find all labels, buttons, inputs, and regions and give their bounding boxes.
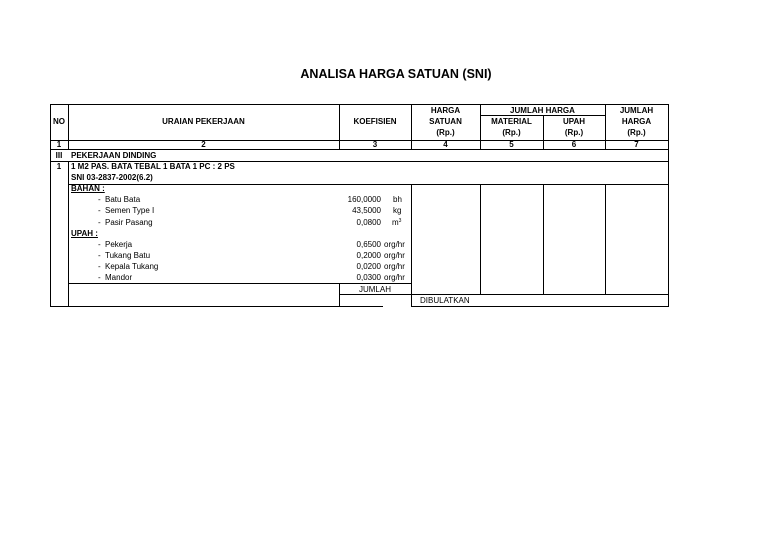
header-jumlah-harga: JUMLAH HARGA [510, 106, 575, 115]
column-number: 5 [509, 140, 514, 149]
row-name: Semen Type I [105, 206, 155, 215]
row-unit: org/hr [384, 262, 405, 271]
row-coef: 0,0200 [356, 262, 381, 271]
dibulatkan-label: DIBULATKAN [420, 296, 470, 305]
page-title: ANALISA HARGA SATUAN (SNI) [300, 67, 492, 81]
row-bullet: - [98, 206, 101, 215]
column-number: 2 [201, 140, 206, 149]
item-reference: SNI 03-2837-2002(6.2) [71, 173, 153, 182]
row-unit: $m^3$ [392, 218, 402, 227]
row-bullet: - [98, 273, 101, 282]
row-unit: org/hr [384, 240, 405, 249]
row-name: Batu Bata [105, 195, 141, 204]
upah-label: UPAH : [71, 229, 98, 238]
row-unit: bh [393, 195, 402, 204]
jumlah-top-border [68, 283, 411, 284]
row-name: Pasir Pasang [105, 218, 153, 227]
row-bullet: - [98, 240, 101, 249]
row-coef: 160,0000 [347, 195, 381, 204]
header-material: MATERIAL [491, 117, 532, 126]
jumlah-label: JUMLAH [358, 285, 391, 294]
col-border-upah-body [605, 184, 606, 295]
row-bullet: - [98, 218, 101, 227]
header-no: NO [53, 117, 65, 126]
col-border-right [668, 104, 669, 307]
section-no: III [55, 151, 63, 160]
item-no: 1 [56, 162, 62, 171]
row-unit: org/hr [384, 251, 405, 260]
header-harga-satuan-line2: SATUAN [429, 117, 462, 126]
column-number: 1 [56, 140, 62, 149]
row-bullet: - [98, 262, 101, 271]
column-number: 6 [571, 140, 577, 149]
col-border-no-body [68, 161, 69, 307]
column-number: 7 [634, 140, 639, 149]
header-jumlah-harga-total-line1: JUMLAH [619, 106, 654, 115]
header-upah: UPAH [562, 117, 586, 126]
table-bottom-border-right [411, 306, 669, 307]
column-number: 3 [372, 140, 378, 149]
table-bottom-border-left [50, 306, 383, 307]
item-title: 1 M2 PAS. BATA TEBAL 1 BATA 1 PC : 2 PS [71, 162, 235, 171]
row-unit: org/hr [384, 273, 405, 282]
item-title-bottom-border [68, 184, 669, 185]
header-upah-unit: (Rp.) [564, 128, 584, 137]
row-coef: 43,5000 [352, 206, 381, 215]
row-coef: 0,2000 [356, 251, 381, 260]
column-number: 4 [443, 140, 448, 149]
bahan-label: BAHAN : [71, 184, 105, 193]
header-harga-satuan-line3: (Rp.) [436, 128, 455, 137]
row-coef: 0,0300 [356, 273, 381, 282]
row-name: Mandor [105, 273, 133, 282]
header-koefisien: KOEFISIEN [353, 117, 397, 126]
row-name: Tukang Batu [105, 251, 151, 260]
header-jumlah-harga-total-line2: HARGA [621, 117, 652, 126]
header-harga-satuan-line1: HARGA [430, 106, 461, 115]
col-border-left [50, 104, 51, 307]
header-jumlah-harga-total-line3: (Rp.) [627, 128, 646, 137]
col-border-material-body [543, 184, 544, 295]
row-name: Kepala Tukang [105, 262, 159, 271]
table-top-border [50, 104, 669, 105]
col-border-harga-body [480, 184, 481, 295]
row-bullet: - [98, 251, 101, 260]
row-unit: kg [393, 206, 402, 215]
row-bullet: - [98, 195, 101, 204]
row-name: Pekerja [105, 240, 133, 249]
row-coef: 0,0800 [356, 218, 381, 227]
header-uraian: URAIAN PEKERJAAN [162, 117, 245, 126]
row-coef: 0,6500 [356, 240, 381, 249]
col-border-koef-body [411, 184, 412, 307]
section-label: PEKERJAAN DINDING [71, 151, 157, 160]
header-material-unit: (Rp.) [502, 128, 521, 137]
